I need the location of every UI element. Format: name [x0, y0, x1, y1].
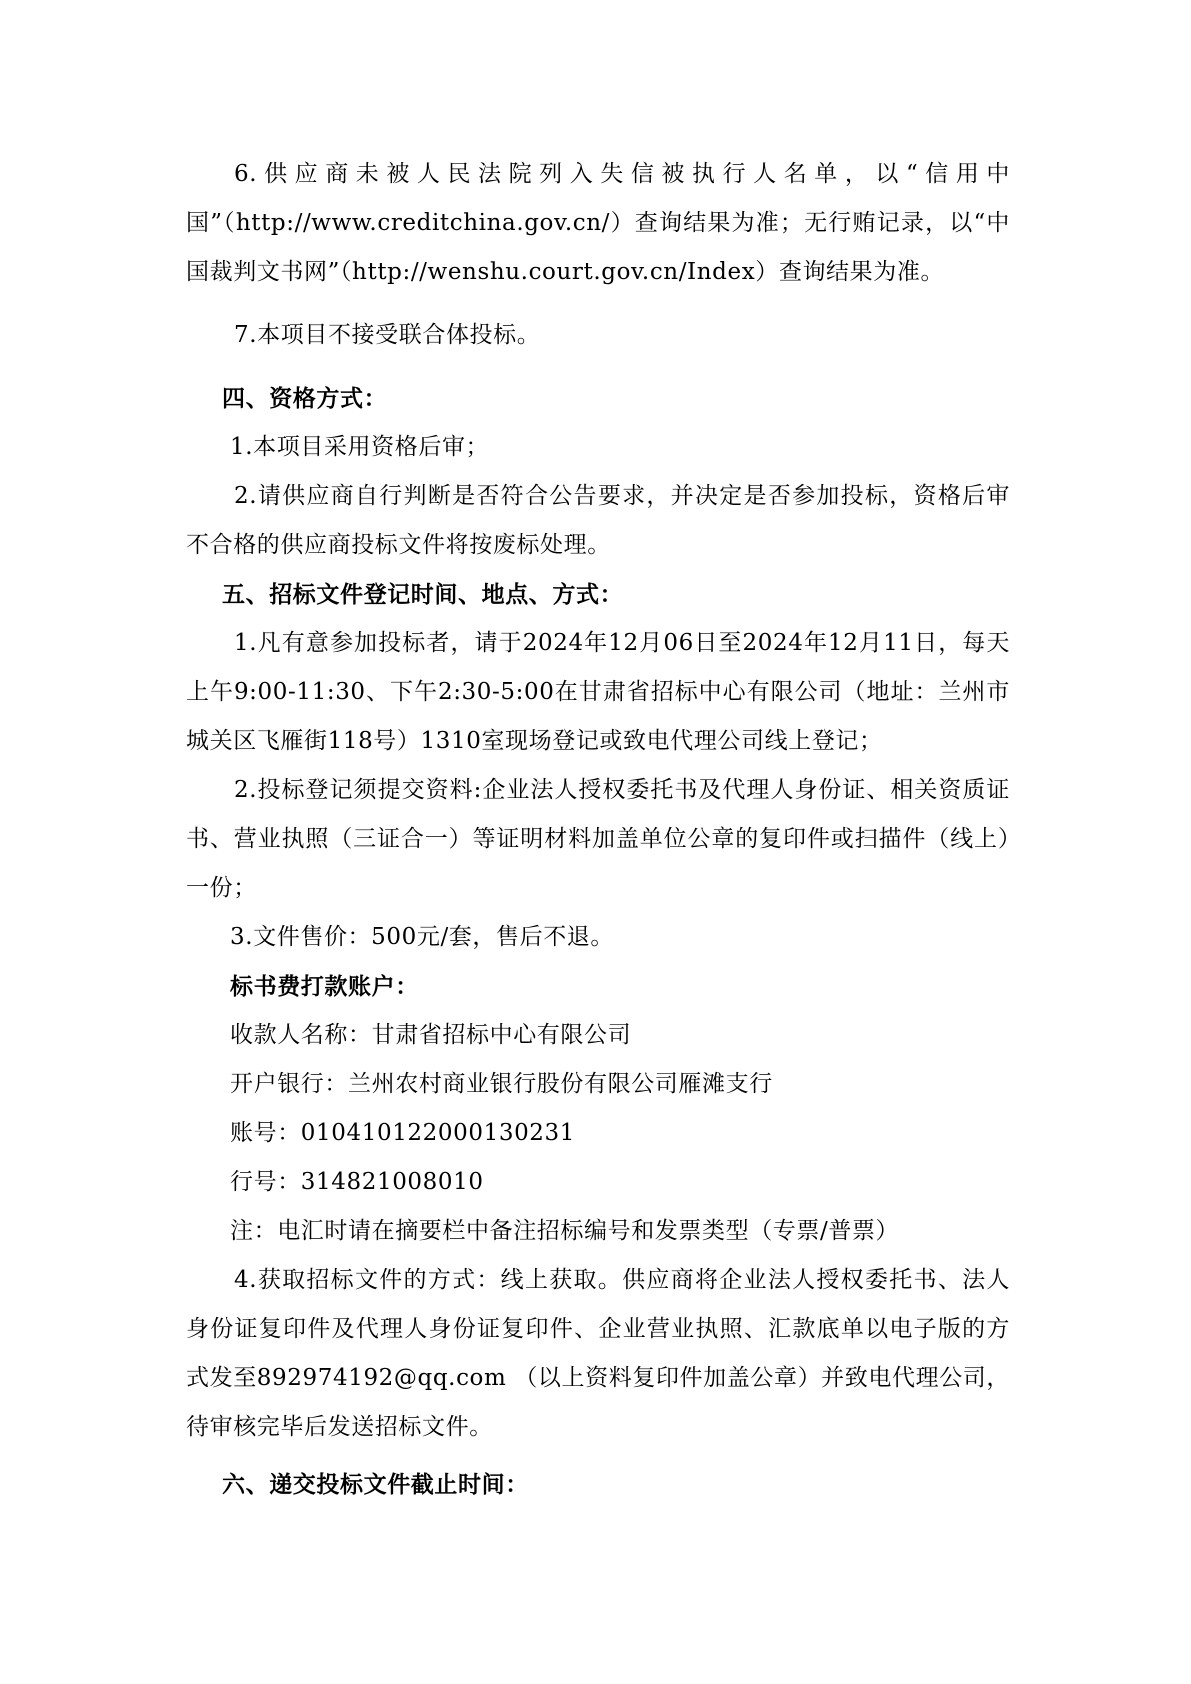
requirement-item-7: 7.本项目不接受联合体投标。 — [234, 322, 541, 348]
section-heading-qualification: 四、资格方式： — [222, 385, 388, 412]
section-heading-registration: 五、招标文件登记时间、地点、方式： — [222, 581, 624, 608]
requirement-item-6: 6.供应商未被人民法院列入失信被执行人名单，以“信用中国”（http://www.creditchina.gov.cn/）查询结果为准；无行贿记录，以“中国裁判文书网”（http://wenshu.court.gov.cn/Index）查询结果为准。 — [186, 161, 1010, 285]
bank-name: 开户银行：兰州农村商业银行股份有限公司雁滩支行 — [230, 1071, 773, 1097]
section-heading-deadline: 六、递交投标文件截止时间： — [222, 1471, 529, 1498]
account-heading: 标书费打款账户： — [230, 973, 419, 1000]
registration-item-4: 4.获取招标文件的方式：线上获取。供应商将企业法人授权委托书、法人身份证复印件及代理人身份证复印件、企业营业执照、汇款底单以电子版的方式发至892974192@qq.com （以上资料复印件加盖公章）并致电代理公司，待审核完毕后发送招标文件。 — [186, 1267, 1010, 1440]
registration-item-3: 3.文件售价：500元/套，售后不退。 — [230, 924, 614, 950]
remittance-note: 注：电汇时请在摘要栏中备注招标编号和发票类型（专票/普票） — [230, 1218, 900, 1244]
account-number: 账号：010410122000130231 — [230, 1120, 575, 1146]
qualification-item-2: 2.请供应商自行判断是否符合公告要求，并决定是否参加投标，资格后审不合格的供应商投标文件将按废标处理。 — [186, 483, 1010, 558]
bank-code: 行号：314821008010 — [230, 1169, 484, 1195]
payee-name: 收款人名称：甘肃省招标中心有限公司 — [230, 1022, 632, 1048]
document-page — [186, 150, 1010, 1509]
registration-item-1: 1.凡有意参加投标者，请于2024年12月06日至2024年12月11日，每天上午9:00-11:30、下午2:30-5:00在甘肃省招标中心有限公司（地址：兰州市城关区飞雁街118号）1310室现场登记或致电代理公司线上登记； — [186, 630, 1010, 754]
registration-item-2: 2.投标登记须提交资料:企业法人授权委托书及代理人身份证、相关资质证书、营业执照（三证合一）等证明材料加盖单位公章的复印件或扫描件（线上）一份； — [186, 777, 1010, 901]
qualification-item-1: 1.本项目采用资格后审； — [230, 434, 490, 460]
